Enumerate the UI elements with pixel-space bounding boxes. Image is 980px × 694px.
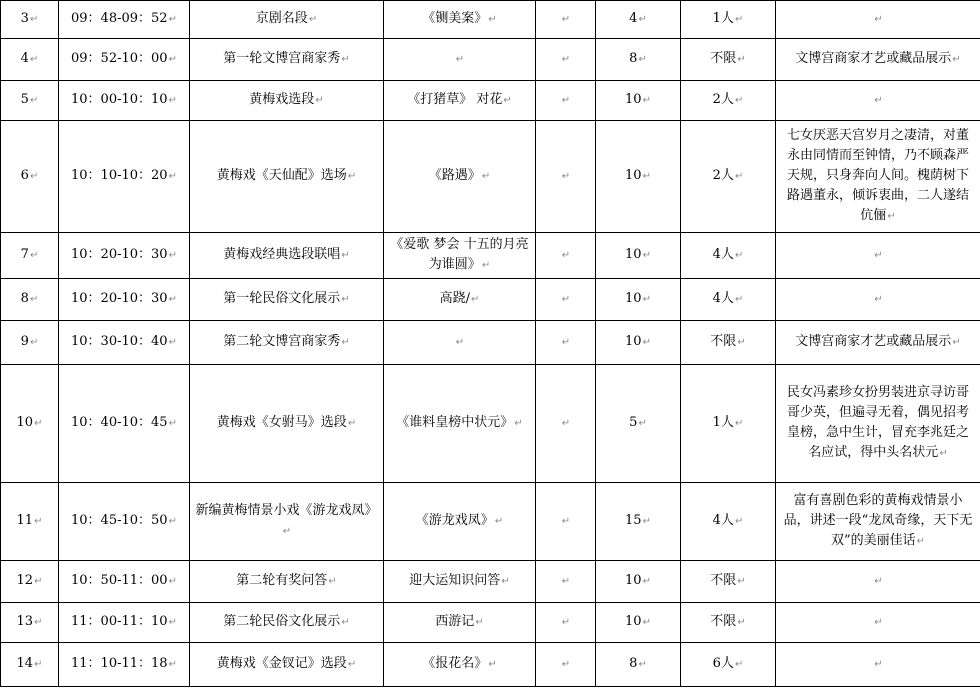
table-row <box>1 561 980 603</box>
blank-cell <box>536 1 596 39</box>
note-cell <box>776 643 980 687</box>
people-cell <box>681 81 776 121</box>
paragraph-mark-icon: ↵ <box>874 250 883 261</box>
table-row <box>1 603 980 643</box>
paragraph-mark-icon: ↵ <box>561 659 571 670</box>
cell-text: 第二轮文博宫商家秀 <box>223 334 341 349</box>
cell-text: 黄梅戏经典选段联唱 <box>223 247 341 262</box>
cell-text: 京剧名段 <box>255 11 308 26</box>
cell-text: 12 <box>16 573 34 588</box>
cell-text: 5 <box>20 92 29 107</box>
cell-text: 《路遇》 <box>428 168 481 183</box>
blank-cell <box>536 603 596 643</box>
program-cell <box>190 321 384 365</box>
paragraph-mark-icon: ↵ <box>168 95 177 106</box>
duration-cell <box>596 279 681 321</box>
cell-text: 8 <box>20 291 29 306</box>
cell-text: 黄梅戏《金钗记》选段 <box>216 656 347 671</box>
cell-text: 《谁料皇榜中状元》 <box>396 415 514 430</box>
paragraph-mark-icon: ↵ <box>29 54 39 65</box>
paragraph-mark-icon: ↵ <box>561 294 571 305</box>
program-cell <box>190 121 384 233</box>
paragraph-mark-icon: ↵ <box>638 14 647 25</box>
paragraph-mark-icon: ↵ <box>315 95 324 106</box>
paragraph-mark-icon: ↵ <box>734 516 744 527</box>
cell-text: 11：00-11：10 <box>71 614 168 629</box>
paragraph-mark-icon: ↵ <box>29 171 39 182</box>
paragraph-mark-icon: ↵ <box>341 617 350 628</box>
table-row <box>1 365 980 483</box>
paragraph-mark-icon: ↵ <box>488 659 497 670</box>
piece-cell <box>384 233 536 279</box>
cell-text: 高跷/ <box>439 291 470 306</box>
paragraph-mark-icon: ↵ <box>737 617 746 628</box>
paragraph-mark-icon: ↵ <box>481 171 491 182</box>
paragraph-mark-icon: ↵ <box>916 536 926 547</box>
program-cell <box>190 233 384 279</box>
cell-text: 10：40-10：45 <box>71 415 168 430</box>
cell-text: 14 <box>16 656 34 671</box>
cell-text: 不限 <box>710 614 737 629</box>
paragraph-mark-icon: ↵ <box>734 418 744 429</box>
table-row <box>1 483 980 561</box>
cell-text: 13 <box>16 614 34 629</box>
duration-cell <box>596 365 681 483</box>
row-number-cell <box>1 365 59 483</box>
cell-text: 10 <box>625 614 642 629</box>
paragraph-mark-icon: ↵ <box>168 294 177 305</box>
people-cell <box>681 365 776 483</box>
cell-text: 民女冯素珍女扮男装进京寻访哥哥少英，但遍寻无着，偶见招考皇榜，急中生计，冒充李兆廷之名应试，得中头名状元 <box>786 385 969 460</box>
program-cell <box>190 561 384 603</box>
paragraph-mark-icon: ↵ <box>642 294 651 305</box>
cell-text: 《铡美案》 <box>422 11 488 26</box>
time-cell <box>59 643 190 687</box>
paragraph-mark-icon: ↵ <box>952 54 961 65</box>
blank-cell <box>536 279 596 321</box>
blank-cell <box>536 233 596 279</box>
paragraph-mark-icon: ↵ <box>168 576 177 587</box>
table-row <box>1 233 980 279</box>
paragraph-mark-icon: ↵ <box>737 54 746 65</box>
duration-cell <box>596 233 681 279</box>
paragraph-mark-icon: ↵ <box>488 14 497 25</box>
cell-text: 西游记 <box>435 614 475 629</box>
note-cell <box>776 121 980 233</box>
cell-text: 10 <box>625 291 642 306</box>
paragraph-mark-icon: ↵ <box>561 576 571 587</box>
note-cell <box>776 81 980 121</box>
people-cell <box>681 483 776 561</box>
duration-cell <box>596 643 681 687</box>
table-row <box>1 39 980 81</box>
paragraph-mark-icon: ↵ <box>561 617 571 628</box>
paragraph-mark-icon: ↵ <box>347 418 357 429</box>
paragraph-mark-icon: ↵ <box>887 211 896 222</box>
paragraph-mark-icon: ↵ <box>168 14 177 25</box>
piece-cell <box>384 321 536 365</box>
blank-cell <box>536 81 596 121</box>
cell-text: 09：52-10：00 <box>71 51 168 66</box>
paragraph-mark-icon: ↵ <box>168 171 177 182</box>
cell-text: 新编黄梅情景小戏《游龙戏凤》 <box>195 503 378 518</box>
duration-cell <box>596 121 681 233</box>
piece-cell <box>384 279 536 321</box>
table-row <box>1 643 980 687</box>
paragraph-mark-icon: ↵ <box>874 659 883 670</box>
blank-cell <box>536 121 596 233</box>
note-cell <box>776 233 980 279</box>
paragraph-mark-icon: ↵ <box>341 250 350 261</box>
cell-text: 第一轮民俗文化展示 <box>223 291 341 306</box>
note-cell <box>776 279 980 321</box>
people-cell <box>681 643 776 687</box>
paragraph-mark-icon: ↵ <box>501 576 510 587</box>
paragraph-mark-icon: ↵ <box>494 516 504 527</box>
paragraph-mark-icon: ↵ <box>481 260 491 271</box>
cell-text: 文博宫商家才艺或藏品展示 <box>795 334 952 349</box>
cell-text: 11 <box>16 513 34 528</box>
paragraph-mark-icon: ↵ <box>168 337 177 348</box>
cell-text: 10：10-10：20 <box>71 168 168 183</box>
paragraph-mark-icon: ↵ <box>734 250 744 261</box>
cell-text: 6 <box>20 168 29 183</box>
note-cell <box>776 603 980 643</box>
cell-text: 《爱歌 梦会 十五的月亮为谁圆》 <box>390 237 529 272</box>
row-number-cell <box>1 121 59 233</box>
paragraph-mark-icon: ↵ <box>952 337 961 348</box>
table-row <box>1 121 980 233</box>
paragraph-mark-icon: ↵ <box>328 576 337 587</box>
paragraph-mark-icon: ↵ <box>34 617 43 628</box>
paragraph-mark-icon: ↵ <box>168 418 177 429</box>
cell-text: 黄梅戏《女驸马》选段 <box>216 415 347 430</box>
time-cell <box>59 81 190 121</box>
people-cell <box>681 121 776 233</box>
note-cell <box>776 365 980 483</box>
cell-text: 15 <box>625 513 642 528</box>
row-number-cell <box>1 483 59 561</box>
row-number-cell <box>1 81 59 121</box>
paragraph-mark-icon: ↵ <box>34 659 43 670</box>
cell-text: 10：50-11：00 <box>71 573 168 588</box>
time-cell <box>59 1 190 39</box>
program-cell <box>190 1 384 39</box>
table-row <box>1 81 980 121</box>
paragraph-mark-icon: ↵ <box>455 54 465 65</box>
cell-text: 第二轮民俗文化展示 <box>223 614 341 629</box>
paragraph-mark-icon: ↵ <box>34 516 43 527</box>
paragraph-mark-icon: ↵ <box>638 659 647 670</box>
row-number-cell <box>1 39 59 81</box>
time-cell <box>59 121 190 233</box>
time-cell <box>59 483 190 561</box>
cell-text: 七女厌恶天宫岁月之凄清，对董永由同情而至钟情，乃不顾森严天规，只身奔向人间。槐荫树下路遇董永，倾诉衷曲，二人遂结伉俪 <box>786 128 969 223</box>
note-cell <box>776 483 980 561</box>
cell-text: 8 <box>629 51 638 66</box>
paragraph-mark-icon: ↵ <box>29 95 39 106</box>
paragraph-mark-icon: ↵ <box>638 418 647 429</box>
paragraph-mark-icon: ↵ <box>642 617 651 628</box>
program-cell <box>190 643 384 687</box>
cell-text: 11：10-11：18 <box>71 656 168 671</box>
piece-cell <box>384 483 536 561</box>
cell-text: 第二轮有奖问答 <box>236 573 328 588</box>
cell-text: 2人 <box>712 92 734 107</box>
table-row <box>1 1 980 39</box>
cell-text: 10 <box>625 334 642 349</box>
piece-cell <box>384 39 536 81</box>
cell-text: 8 <box>629 656 638 671</box>
cell-text: 5 <box>629 415 638 430</box>
row-number-cell <box>1 1 59 39</box>
row-number-cell <box>1 561 59 603</box>
program-cell <box>190 365 384 483</box>
time-cell <box>59 365 190 483</box>
paragraph-mark-icon: ↵ <box>874 14 883 25</box>
row-number-cell <box>1 233 59 279</box>
paragraph-mark-icon: ↵ <box>561 171 571 182</box>
blank-cell <box>536 321 596 365</box>
people-cell <box>681 279 776 321</box>
cell-text: 1人 <box>712 11 734 26</box>
paragraph-mark-icon: ↵ <box>29 294 39 305</box>
cell-text: 4人 <box>712 291 734 306</box>
duration-cell <box>596 39 681 81</box>
people-cell <box>681 233 776 279</box>
cell-text: 10 <box>625 247 642 262</box>
blank-cell <box>536 561 596 603</box>
note-cell <box>776 561 980 603</box>
cell-text: 不限 <box>710 51 737 66</box>
blank-cell <box>536 643 596 687</box>
duration-cell <box>596 81 681 121</box>
paragraph-mark-icon: ↵ <box>734 294 744 305</box>
paragraph-mark-icon: ↵ <box>34 576 43 587</box>
cell-text: 第一轮文博宫商家秀 <box>223 51 341 66</box>
duration-cell <box>596 483 681 561</box>
cell-text: 09：48-09：52 <box>71 11 168 26</box>
duration-cell <box>596 321 681 365</box>
paragraph-mark-icon: ↵ <box>168 516 177 527</box>
cell-text: 不限 <box>710 334 737 349</box>
duration-cell <box>596 1 681 39</box>
people-cell <box>681 1 776 39</box>
people-cell <box>681 561 776 603</box>
cell-text: 2人 <box>712 168 734 183</box>
paragraph-mark-icon: ↵ <box>168 54 177 65</box>
paragraph-mark-icon: ↵ <box>503 95 512 106</box>
cell-text: 10：45-10：50 <box>71 513 168 528</box>
piece-cell <box>384 1 536 39</box>
people-cell <box>681 321 776 365</box>
cell-text: 富有喜剧色彩的黄梅戏情景小品，讲述一段“龙凤奇缘，天下无双”的美丽佳话 <box>783 493 973 548</box>
paragraph-mark-icon: ↵ <box>642 171 651 182</box>
paragraph-mark-icon: ↵ <box>734 95 744 106</box>
cell-text: 10 <box>16 415 34 430</box>
cell-text: 黄梅戏《天仙配》选场 <box>216 168 347 183</box>
paragraph-mark-icon: ↵ <box>471 294 480 305</box>
paragraph-mark-icon: ↵ <box>561 95 571 106</box>
paragraph-mark-icon: ↵ <box>939 448 948 459</box>
program-cell <box>190 279 384 321</box>
paragraph-mark-icon: ↵ <box>561 337 571 348</box>
paragraph-mark-icon: ↵ <box>734 171 744 182</box>
cell-text: 10：20-10：30 <box>71 247 168 262</box>
cell-text: 10：20-10：30 <box>71 291 168 306</box>
time-cell <box>59 603 190 643</box>
paragraph-mark-icon: ↵ <box>29 14 39 25</box>
cell-text: 《报花名》 <box>422 656 488 671</box>
cell-text: 10 <box>625 92 642 107</box>
time-cell <box>59 39 190 81</box>
program-cell <box>190 81 384 121</box>
paragraph-mark-icon: ↵ <box>475 617 484 628</box>
program-cell <box>190 483 384 561</box>
cell-text: 10 <box>625 573 642 588</box>
row-number-cell <box>1 603 59 643</box>
paragraph-mark-icon: ↵ <box>642 516 651 527</box>
piece-cell <box>384 643 536 687</box>
duration-cell <box>596 561 681 603</box>
cell-text: 4人 <box>712 513 734 528</box>
cell-text: 10 <box>625 168 642 183</box>
cell-text: 6人 <box>712 656 734 671</box>
blank-cell <box>536 483 596 561</box>
piece-cell <box>384 561 536 603</box>
paragraph-mark-icon: ↵ <box>561 250 571 261</box>
cell-text: 文博宫商家才艺或藏品展示 <box>795 51 952 66</box>
paragraph-mark-icon: ↵ <box>347 171 357 182</box>
paragraph-mark-icon: ↵ <box>642 576 651 587</box>
cell-text: 7 <box>20 247 29 262</box>
cell-text: 迎大运知识问答 <box>409 573 501 588</box>
note-cell <box>776 321 980 365</box>
paragraph-mark-icon: ↵ <box>642 95 651 106</box>
blank-cell <box>536 39 596 81</box>
paragraph-mark-icon: ↵ <box>737 576 746 587</box>
time-cell <box>59 279 190 321</box>
cell-text: 1人 <box>712 415 734 430</box>
paragraph-mark-icon: ↵ <box>874 294 883 305</box>
table-row <box>1 321 980 365</box>
cell-text: 不限 <box>710 573 737 588</box>
row-number-cell <box>1 321 59 365</box>
paragraph-mark-icon: ↵ <box>168 659 177 670</box>
piece-cell <box>384 365 536 483</box>
paragraph-mark-icon: ↵ <box>734 659 744 670</box>
cell-text: 9 <box>20 334 29 349</box>
cell-text: 10：30-10：40 <box>71 334 168 349</box>
cell-text: 3 <box>20 11 29 26</box>
blank-cell <box>536 365 596 483</box>
paragraph-mark-icon: ↵ <box>561 516 571 527</box>
paragraph-mark-icon: ↵ <box>737 337 746 348</box>
paragraph-mark-icon: ↵ <box>874 576 883 587</box>
paragraph-mark-icon: ↵ <box>308 14 318 25</box>
cell-text: 黄梅戏选段 <box>249 92 315 107</box>
row-number-cell <box>1 643 59 687</box>
paragraph-mark-icon: ↵ <box>347 659 357 670</box>
people-cell <box>681 603 776 643</box>
paragraph-mark-icon: ↵ <box>514 418 523 429</box>
paragraph-mark-icon: ↵ <box>734 14 744 25</box>
schedule-body <box>1 1 980 687</box>
paragraph-mark-icon: ↵ <box>874 95 883 106</box>
piece-cell <box>384 603 536 643</box>
row-number-cell <box>1 279 59 321</box>
paragraph-mark-icon: ↵ <box>874 617 883 628</box>
cell-text: 10：00-10：10 <box>71 92 168 107</box>
cell-text: 《打猪草》 对花 <box>407 92 503 107</box>
time-cell <box>59 561 190 603</box>
paragraph-mark-icon: ↵ <box>341 337 350 348</box>
piece-cell <box>384 121 536 233</box>
paragraph-mark-icon: ↵ <box>341 54 350 65</box>
paragraph-mark-icon: ↵ <box>642 250 651 261</box>
duration-cell <box>596 603 681 643</box>
paragraph-mark-icon: ↵ <box>29 337 39 348</box>
time-cell <box>59 321 190 365</box>
paragraph-mark-icon: ↵ <box>282 526 292 537</box>
paragraph-mark-icon: ↵ <box>561 54 571 65</box>
program-cell <box>190 39 384 81</box>
paragraph-mark-icon: ↵ <box>642 337 651 348</box>
cell-text: 4 <box>629 11 638 26</box>
note-cell <box>776 1 980 39</box>
paragraph-mark-icon: ↵ <box>29 250 39 261</box>
paragraph-mark-icon: ↵ <box>561 418 571 429</box>
piece-cell <box>384 81 536 121</box>
note-cell <box>776 39 980 81</box>
paragraph-mark-icon: ↵ <box>341 294 350 305</box>
cell-text: 4人 <box>712 247 734 262</box>
paragraph-mark-icon: ↵ <box>34 418 43 429</box>
paragraph-mark-icon: ↵ <box>561 14 571 25</box>
time-cell <box>59 233 190 279</box>
cell-text: 《游龙戏凤》 <box>415 513 494 528</box>
paragraph-mark-icon: ↵ <box>168 617 177 628</box>
program-cell <box>190 603 384 643</box>
paragraph-mark-icon: ↵ <box>638 54 647 65</box>
people-cell <box>681 39 776 81</box>
cell-text: 4 <box>20 51 29 66</box>
table-row <box>1 279 980 321</box>
paragraph-mark-icon: ↵ <box>455 337 465 348</box>
paragraph-mark-icon: ↵ <box>168 250 177 261</box>
